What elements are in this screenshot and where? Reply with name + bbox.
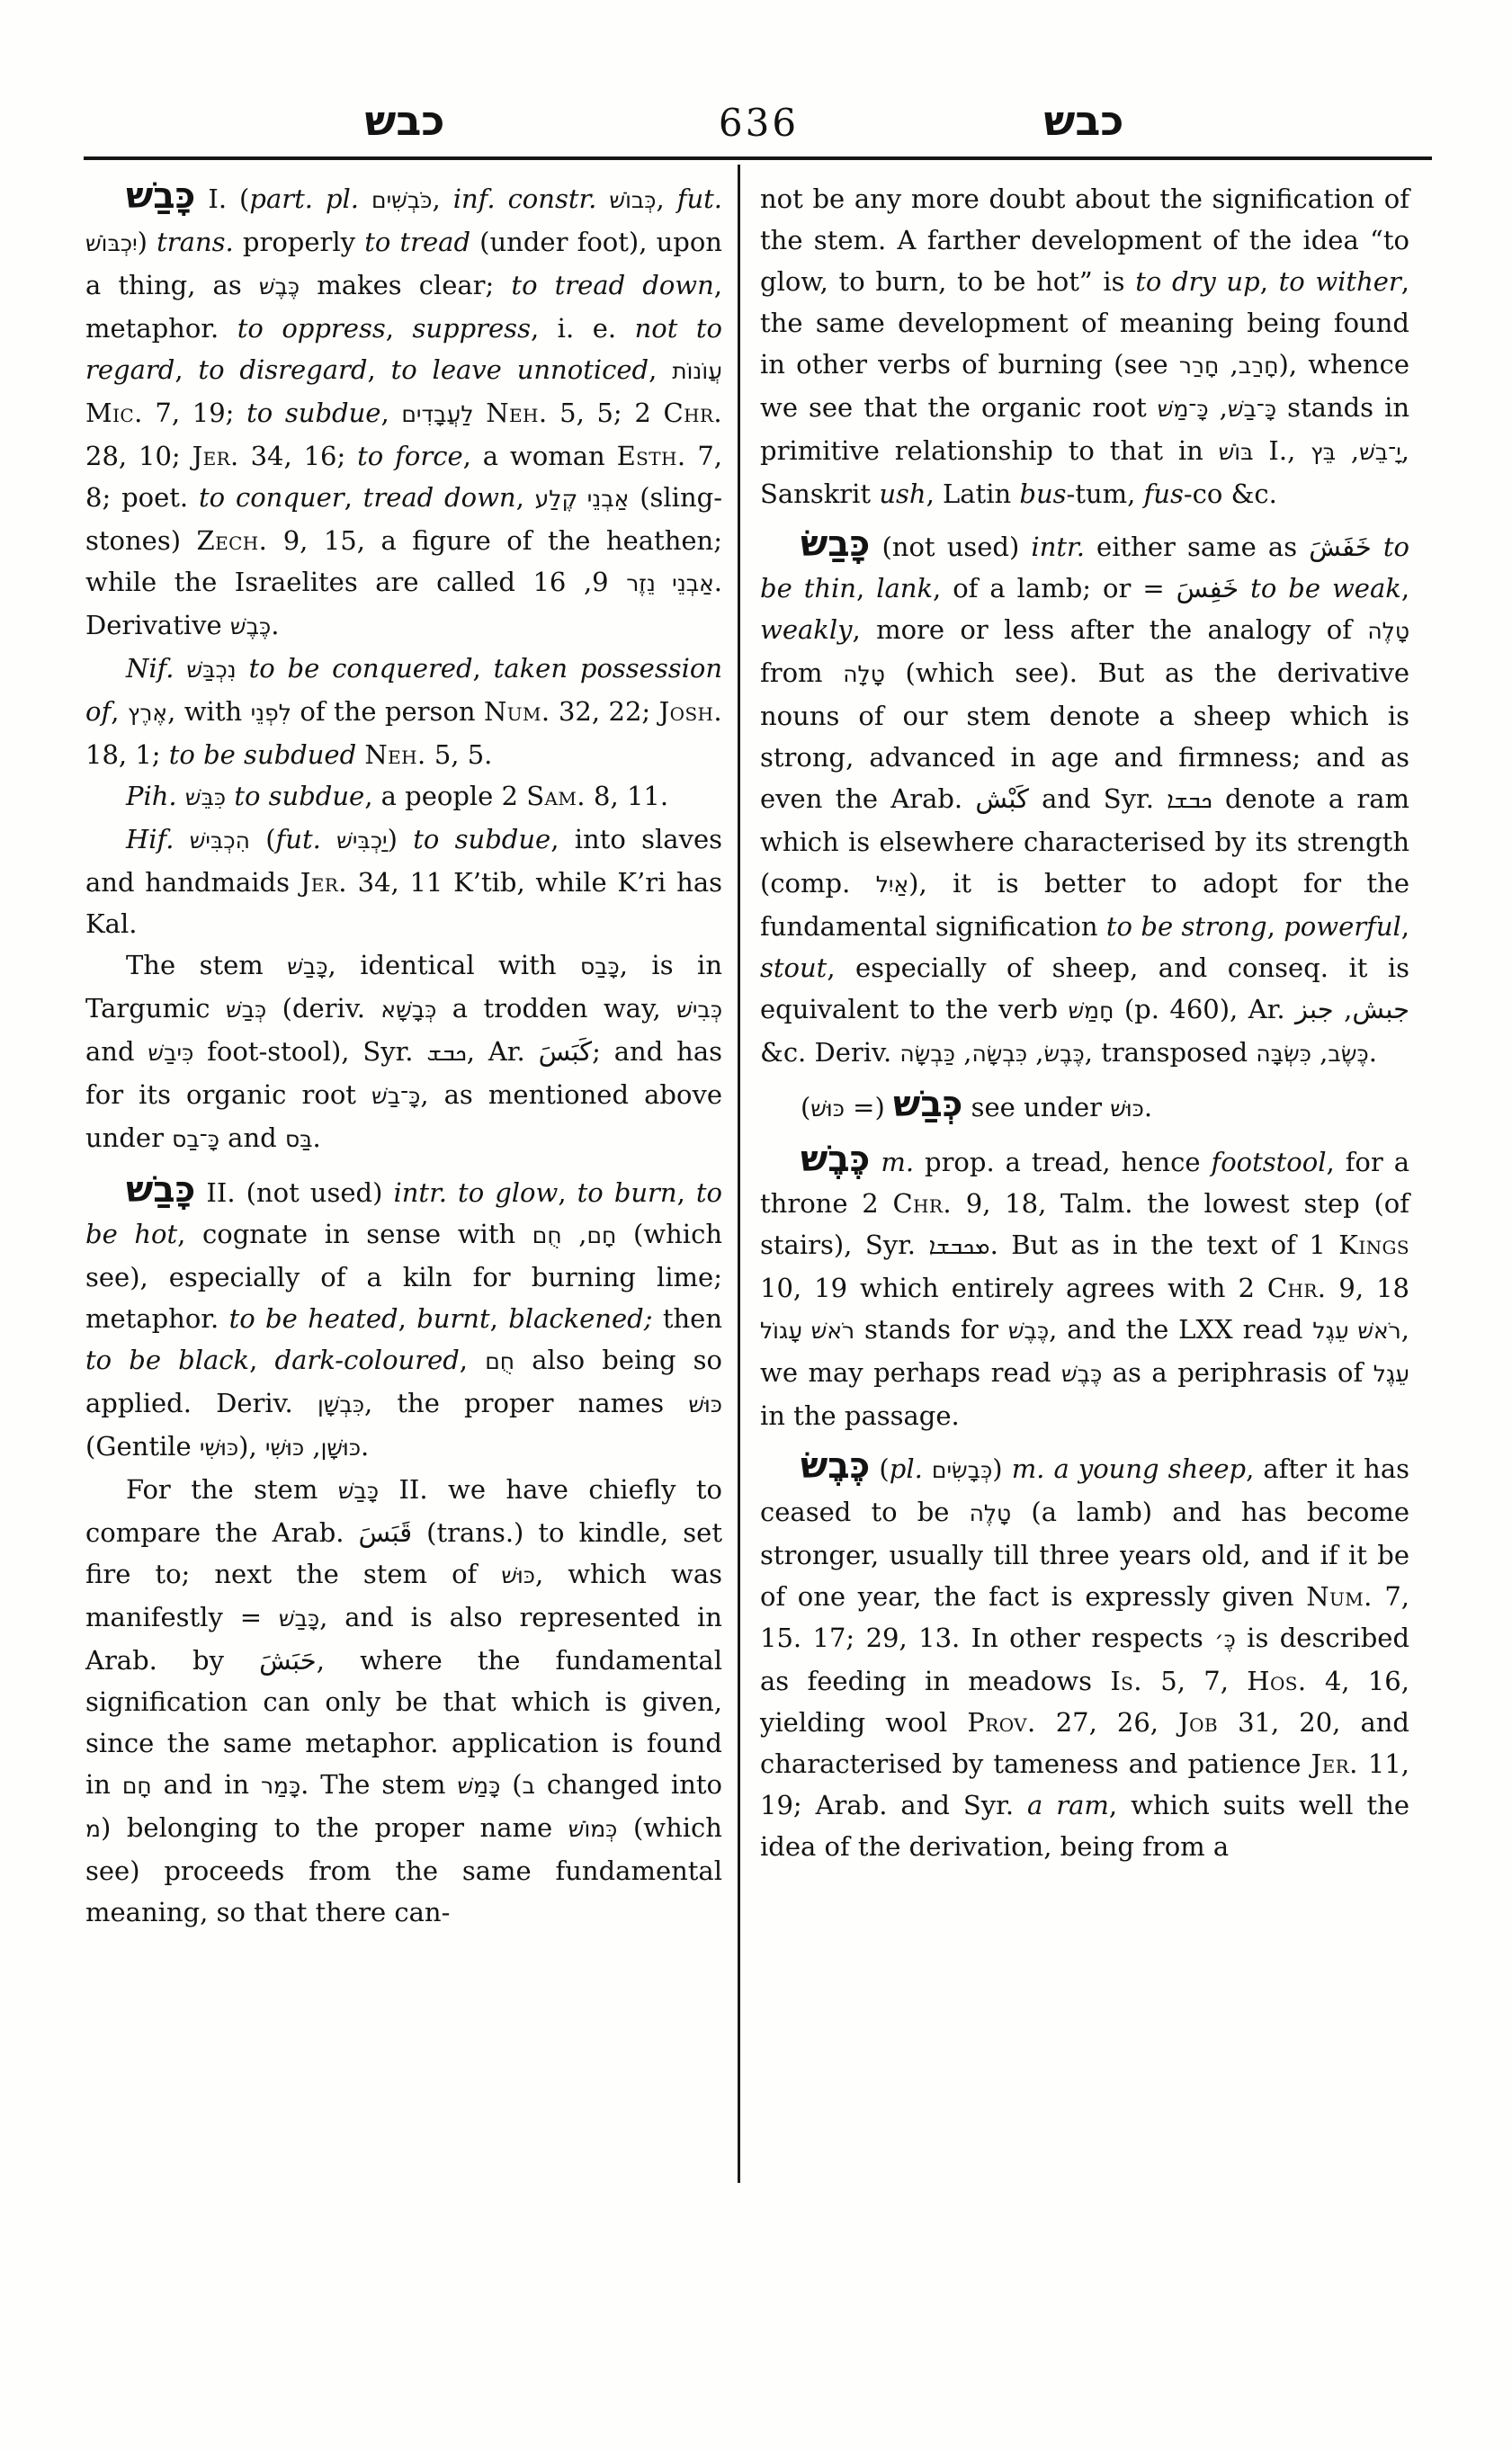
paragraph-continuation: not be any more doubt about the signification of the stem. A farther development of the idea “to glow, to burn, to be hot” is to dry up, to wither, the same development of meaning being found in other verbs of burning (see חָרַב, חָרַר ), whence we see that the organic root כָּ־בַשׁ, כָּ־מַשׁ stands in primitive relationship to that in בּוֹשׁ I., יָ־בֵשׁ, בֵּץ , Sanskrit ush, Latin bus-tum, fus-co &c.	[760, 183, 1410, 509]
right-column	[760, 178, 1409, 1867]
entry-kabash-1: כָּבַשׁ I. (part. pl. כֹּבְשִׁים, inf. constr. כְּבוֹשׁ, fut. יִכְבּוֹשׁ) trans. properly to tread (under foot), upon a thing, as כֶּבֶשׁ makes clear; to tread down, metaphor. to oppress, suppress, i. e. not to regard, to disregard, to leave unnoticed, עֲוֹנוֹת Mic. 7, 19; to subdue, לַעֲבָדִים Neh. 5, 5; 2 Chr. 28, 10; Jer. 34, 16; to force, a woman Esth. 7, 8; poet. to conquer, tread down, אַבְנֵי קֶלַע (sling-stones) Zech. 9, 15, a figure of the heathen; while the Israelites are called אַבְנֵי נֵזֶר 9, 16. Derivative כֶּבֶשׁ.	[85, 175, 723, 640]
header-catchword-left: כבש	[364, 96, 445, 145]
page-header	[85, 94, 1432, 151]
entry-kebes-sheep: כֶּבֶשׂ (pl. כְּבָשִׂים) m. a young sheep, after it has ceased to be טָלֶה (a lamb) and has become stronger, usually till three years old, and if it be of one year, the fact is expressly given Num. 7, 15. 17; 29, 13. In other respects כֶּ׳ is described as feeding in meadows Is. 5, 7, Hos. 4, 16, yielding wool Prov. 27, 26, Job 31, 20, and characterised by tameness and patience Jer. 11, 19; Arab. and Syr. a ram, which suits well the idea of the derivation, being from a	[760, 1445, 1410, 1862]
entry-kabash-2: כָּבַשׁ II. (not used) intr. to glow, to burn, to be hot, cognate in sense with חָם, חֻם (which see), especially of a kiln for burning lime; metaphor. to be heated, burnt, blackened; then to be black, dark-coloured, חֻם also being so applied. Deriv. כִּבְשָׁן, the proper names כּוּשׁ (Gentile כּוּשִׁי), כּוּשָׁן, כּוּשִׁי .	[85, 1169, 723, 1462]
header-rule	[84, 156, 1432, 160]
header-catchword-right: כבש	[1043, 96, 1124, 145]
paragraph-piel: Pih. כִּבֵּשׁ to subdue, a people 2 Sam. 8, 11.	[125, 781, 669, 811]
column-divider-rule	[738, 165, 740, 2183]
paragraph-niphal: Nif. נִכְבַּשׁ to be conquered, taken possession of, אֶרֶץ, with לִפְנֵי of the person Num. 32, 22; Josh. 18, 1; to be subdued Neh. 5, 5.	[85, 653, 723, 770]
paragraph-hiphil: Hif. הִכְבִּישׁ (fut. יַכְבִּישׁ) to subdue, into slaves and handmaids Jer. 34, 11 K’tib, while K’ri has Kal.	[85, 824, 723, 939]
paragraph-stem-note-1: The stem כָּבַשׁ, identical with כָּבַס, is in Targumic כְּבַשׁ (deriv. כְּבָשָׁא a trodden way, כְּבִישׁ and כִּיבַשׁ foot-stool), Syr. ܟܒܫ, Ar. كَبَسَ; and has for its organic root כָּ־בַשׁ, as mentioned above under כָּ־בַס and בַּס.	[85, 950, 723, 1153]
entry-kebesh-footstool: כֶּבֶשׁ m. prop. a tread, hence footstool, for a throne 2 Chr. 9, 18, Talm. the lowest step (of stairs), Syr. ܡܟܒܫܐ. But as in the text of 1 Kings 10, 19 which entirely agrees with 2 Chr. 9, 18 רֹאשׁ עָגוֹל stands for כֶּבֶשׁ, and the LXX read רֹאשׁ עֵגֶל, we may perhaps read כֶּבֶשׁ as a periphrasis of עֵגֶל in the passage.	[760, 1139, 1409, 1431]
entry-kebash-crossref: כְּבַשׁ (= כּוּשׁ) see under כּוּשׁ.	[800, 1084, 1153, 1125]
paragraph-stem-note-2: For the stem כָּבַשׁ II. we have chiefly to compare the Arab. قَبَسَ (trans.) to kindle, set fire to; next the stem of כּוּשׁ, which was manifestly = כָּבַשׁ, and is also represented in Arab. by حَبَشَ, where the fundamental signification can only be that which is given, since the same metaphor. application is found in חָם and in כָּמַר. The stem כָּמַשׁ (ב changed into מ) belonging to the proper name כְּמוֹשׁ (which see) proceeds from the same fundamental meaning, so that there can-	[85, 1474, 723, 1927]
left-column	[85, 175, 723, 1933]
page-number: 636	[718, 101, 800, 145]
entry-kabas: כָּבַשׂ (not used) intr. either same as خَفَشَ to be thin, lank, of a lamb; or = خَفِسَ to be weak, weakly, more or less after the analogy of טָלֶה from טָלָה (which see). But as the derivative nouns of our stem denote a sheep which is strong, advanced in age and firmness; and as even the Arab. كَبْش and Syr. ܟܒܫܐ denote a ram which is elsewhere characterised by its strength (comp. אַיִל), it is better to adopt for the fundamental signification to be strong, powerful, stout, especially of sheep, and conseq. it is equivalent to the verb חָמַשׁ (p. 460), Ar. جبش, جبز &c. Deriv. כֶּבֶשׂ, כִּבְשָׂה, כַּבְשָׂה , transposed כֶּשֶׂב, כִּשְׂבָּה .	[760, 523, 1410, 1068]
